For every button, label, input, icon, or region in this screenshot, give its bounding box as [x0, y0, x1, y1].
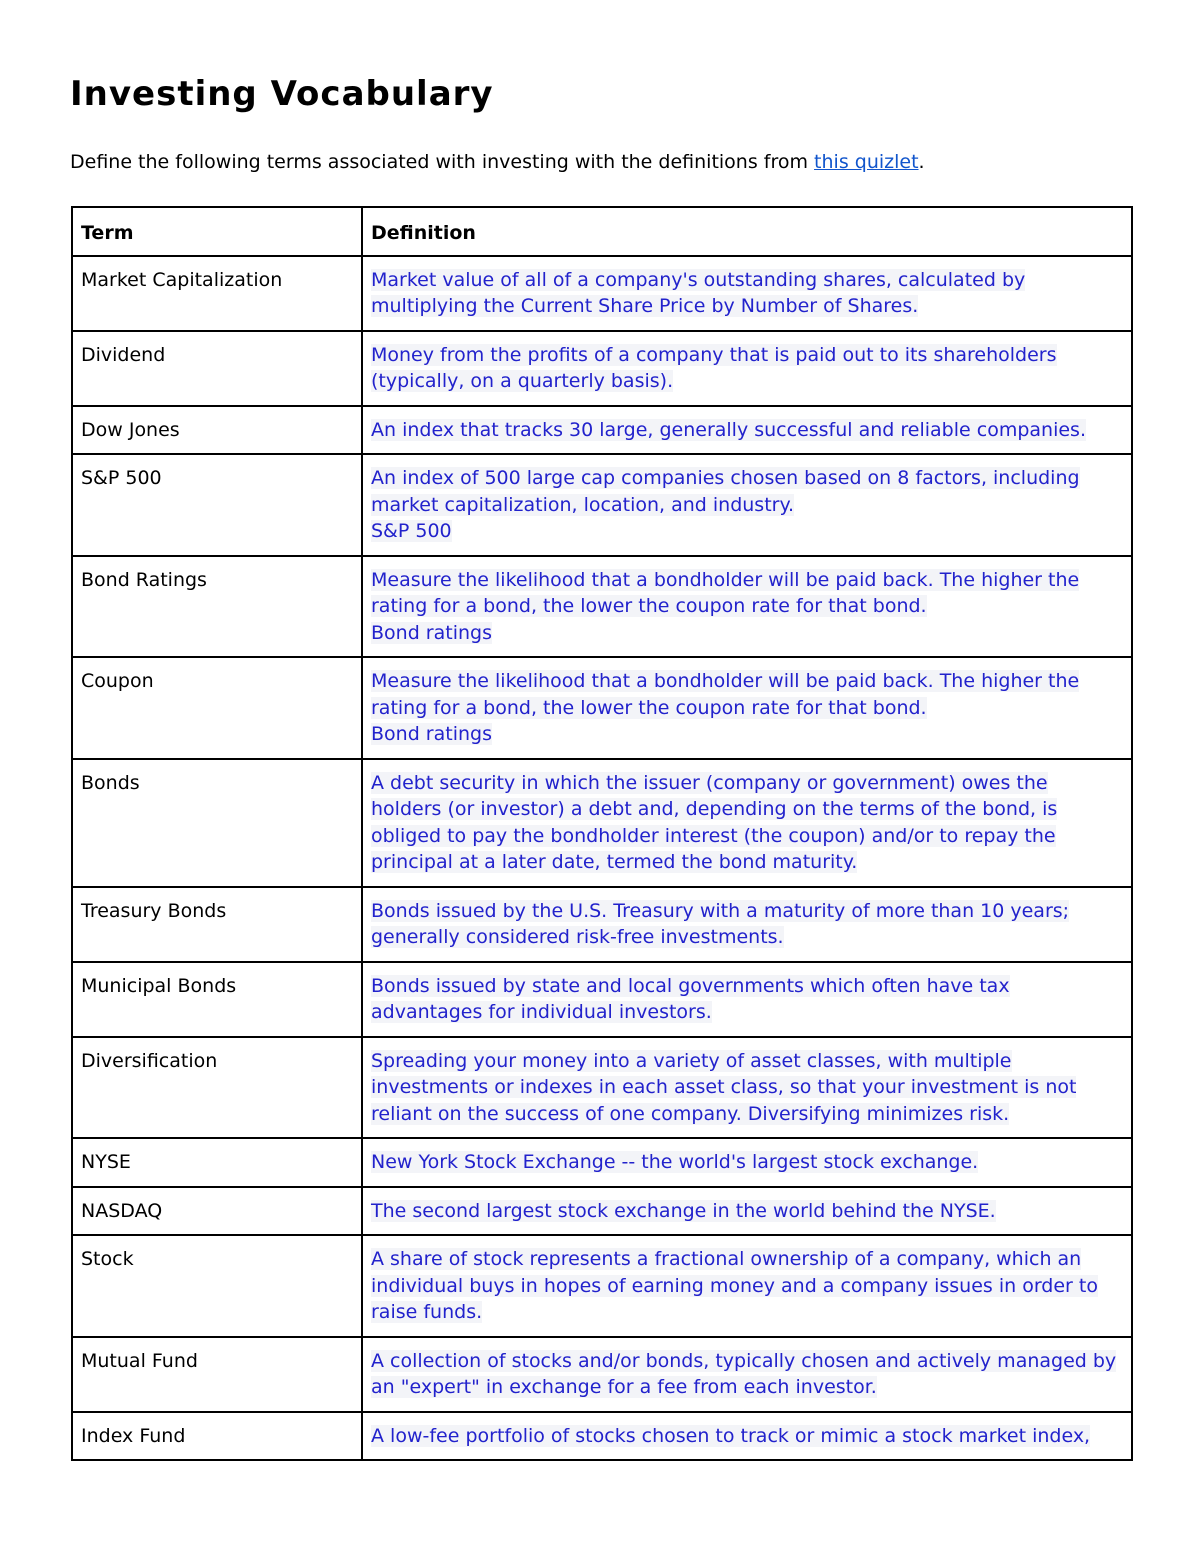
term-cell: Bonds [72, 759, 362, 887]
intro-paragraph [70, 149, 925, 175]
page-title: Investing Vocabulary [70, 74, 494, 114]
term-cell: Coupon [72, 657, 362, 759]
table-row [72, 1235, 1132, 1337]
term-cell: Treasury Bonds [72, 887, 362, 962]
table-row [72, 887, 1132, 962]
term-cell: Index Fund [72, 1412, 362, 1461]
definition-text: The second largest stock exchange in the world behind the NYSE. [371, 1199, 996, 1222]
definition-text: Measure the likelihood that a bondholder will be paid back. The higher the rating for a bond, the lower the coupon rate for that bond. [371, 670, 1080, 719]
definition-source-label: S&P 500 [371, 520, 452, 542]
definition-text: An index of 500 large cap companies chosen based on 8 factors, including market capitalization, location, and industry. [371, 467, 1080, 516]
definition-text: A low-fee portfolio of stocks chosen to track or mimic a stock market index, [371, 1424, 1091, 1447]
term-cell: NASDAQ [72, 1187, 362, 1236]
term-cell: NYSE [72, 1138, 362, 1187]
definition-cell [362, 887, 1132, 962]
term-cell: Bond Ratings [72, 556, 362, 658]
definition-text: Bonds issued by the U.S. Treasury with a maturity of more than 10 years; generally considered risk-free investments. [371, 899, 1070, 948]
quizlet-link[interactable]: this quizlet [814, 151, 919, 173]
term-cell: Municipal Bonds [72, 962, 362, 1037]
definition-text: A collection of stocks and/or bonds, typically chosen and actively managed by an "expert" in exchange for a fee from each investor. [371, 1349, 1117, 1398]
term-cell: Dividend [72, 331, 362, 406]
definition-cell [362, 556, 1132, 658]
table-row [72, 256, 1132, 331]
term-cell: Mutual Fund [72, 1337, 362, 1412]
definition-cell [362, 1337, 1132, 1412]
term-cell: Dow Jones [72, 406, 362, 455]
definition-text: Market value of all of a company's outstanding shares, calculated by multiplying the Current Share Price by Number of Shares. [371, 268, 1026, 317]
definition-cell [362, 657, 1132, 759]
term-column-header: Term [72, 207, 362, 256]
table-row [72, 556, 1132, 658]
table-row [72, 1187, 1132, 1236]
vocabulary-table [71, 206, 1133, 1461]
table-body [72, 256, 1132, 1461]
definition-column-header: Definition [362, 207, 1132, 256]
term-cell: Market Capitalization [72, 256, 362, 331]
table-row [72, 454, 1132, 556]
intro-period: . [918, 151, 925, 173]
definition-cell [362, 256, 1132, 331]
definition-text: Measure the likelihood that a bondholder will be paid back. The higher the rating for a bond, the lower the coupon rate for that bond. [371, 568, 1080, 617]
definition-text: Spreading your money into a variety of asset classes, with multiple investments or indexes in each asset class, so that your investment is not reliant on the success of one company. Diversifying minimizes risk. [371, 1049, 1077, 1125]
definition-cell [362, 1187, 1132, 1236]
table-row [72, 759, 1132, 887]
table-row [72, 406, 1132, 455]
table-row [72, 962, 1132, 1037]
definition-text: Money from the profits of a company that is paid out to its shareholders (typically, on a quarterly basis). [371, 343, 1057, 392]
term-cell: Diversification [72, 1037, 362, 1139]
table-header-row [72, 207, 1132, 256]
intro-text: Define the following terms associated with investing with the definitions from [70, 151, 815, 173]
definition-cell [362, 1138, 1132, 1187]
table-row [72, 1037, 1132, 1139]
table-row [72, 1138, 1132, 1187]
definition-cell [362, 331, 1132, 406]
definition-text: An index that tracks 30 large, generally successful and reliable companies. [371, 418, 1086, 441]
table-row [72, 1337, 1132, 1412]
definition-cell [362, 759, 1132, 887]
definition-cell [362, 454, 1132, 556]
definition-text: Bonds issued by state and local governments which often have tax advantages for individual investors. [371, 974, 1010, 1023]
definition-source-label: Bond ratings [371, 621, 492, 644]
definition-source-label: Bond ratings [371, 723, 492, 745]
definition-text: New York Stock Exchange -- the world's largest stock exchange. [371, 1151, 979, 1173]
term-cell: S&P 500 [72, 454, 362, 556]
definition-cell [362, 1037, 1132, 1139]
term-cell: Stock [72, 1235, 362, 1337]
definition-cell [362, 962, 1132, 1037]
definition-cell [362, 1235, 1132, 1337]
table-row [72, 331, 1132, 406]
definition-cell [362, 1412, 1132, 1461]
definition-text: A debt security in which the issuer (company or government) owes the holders (or investor) a debt and, depending on the terms of the bond, is obliged to pay the bondholder interest (the coupon) and/or to repay the principal at a later date, termed the bond maturity. [371, 771, 1058, 873]
table-row [72, 1412, 1132, 1461]
definition-text: A share of stock represents a fractional ownership of a company, which an individual buys in hopes of earning money and a company issues in order to raise funds. [371, 1248, 1098, 1323]
table-row [72, 657, 1132, 759]
definition-cell [362, 406, 1132, 455]
